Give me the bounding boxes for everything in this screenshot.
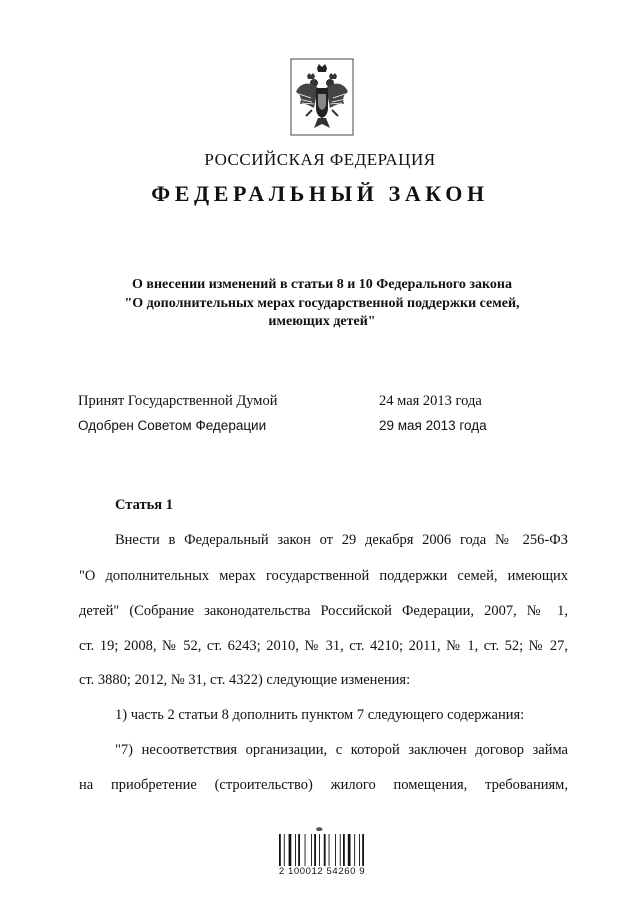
article-text-line: ст. 19; 2008, № 52, ст. 6243; 2010, № 31, ст. 4210; 2011, № 1, ст. 52; № 27,: [79, 638, 568, 654]
law-title: [80, 276, 564, 332]
barcode-bar: [348, 834, 351, 866]
article-title: Статья 1: [115, 497, 173, 513]
barcode-bar: [289, 834, 292, 866]
article-text-line: Внести в Федеральный закон от 29 декабря 2006 года № 256-ФЗ: [115, 532, 568, 548]
barcode-bar: [279, 834, 281, 866]
law-title-line: О внесении изменений в статьи 8 и 10 Федерального закона: [132, 277, 512, 292]
approved-date: 29 мая 2013 года: [379, 418, 487, 433]
barcode-bar: [343, 834, 345, 866]
barcode-bar: [329, 834, 330, 866]
barcode-bar: [359, 834, 360, 866]
article-text-line: ст. 3880; 2012, № 31, ст. 4322) следующие изменения:: [79, 672, 411, 688]
article-text-line: "7) несоответствия организации, с которой заключен договор займа: [115, 742, 568, 758]
article-text-line: 1) часть 2 статьи 8 дополнить пунктом 7 следующего содержания:: [115, 707, 525, 723]
barcode-icon: [276, 826, 366, 868]
russian-coat-of-arms-icon: [290, 58, 354, 136]
article-text-line: "О дополнительных мерах государственной поддержки семей, имеющих: [79, 568, 568, 584]
article-text-line: на приобретение (строительство) жилого помещения, требованиям,: [79, 777, 568, 793]
law-title-line: имеющих детей": [268, 314, 376, 329]
barcode-bar: [340, 834, 341, 866]
coat-of-arms-emblem: [290, 58, 354, 136]
law-title-line: "О дополнительных мерах государственной поддержки семей,: [124, 295, 520, 311]
barcode-bar: [319, 834, 320, 866]
barcode-bar: [314, 834, 316, 866]
barcode-bar: [284, 834, 285, 866]
document-type-heading: ФЕДЕРАЛЬНЫЙ ЗАКОН: [151, 181, 489, 206]
barcode-bar: [305, 834, 306, 866]
adopted-label: Принят Государственной Думой: [78, 393, 278, 409]
barcode-bar: [295, 834, 296, 866]
country-heading: РОССИЙСКАЯ ФЕДЕРАЦИЯ: [204, 150, 436, 169]
barcode-bar: [335, 834, 336, 866]
adopted-date: 24 мая 2013 года: [379, 393, 482, 409]
barcode-bar: [324, 834, 326, 866]
barcode-bar: [354, 834, 355, 866]
article-text-line: детей" (Собрание законодательства Российской Федерации, 2007, № 1,: [79, 603, 568, 619]
barcode-bar: [311, 834, 312, 866]
approved-label: Одобрен Советом Федерации: [78, 418, 267, 433]
barcode-number: 2 100012 54260 9: [278, 866, 366, 877]
barcode-bar: [362, 834, 364, 866]
barcode-bar: [298, 834, 300, 866]
